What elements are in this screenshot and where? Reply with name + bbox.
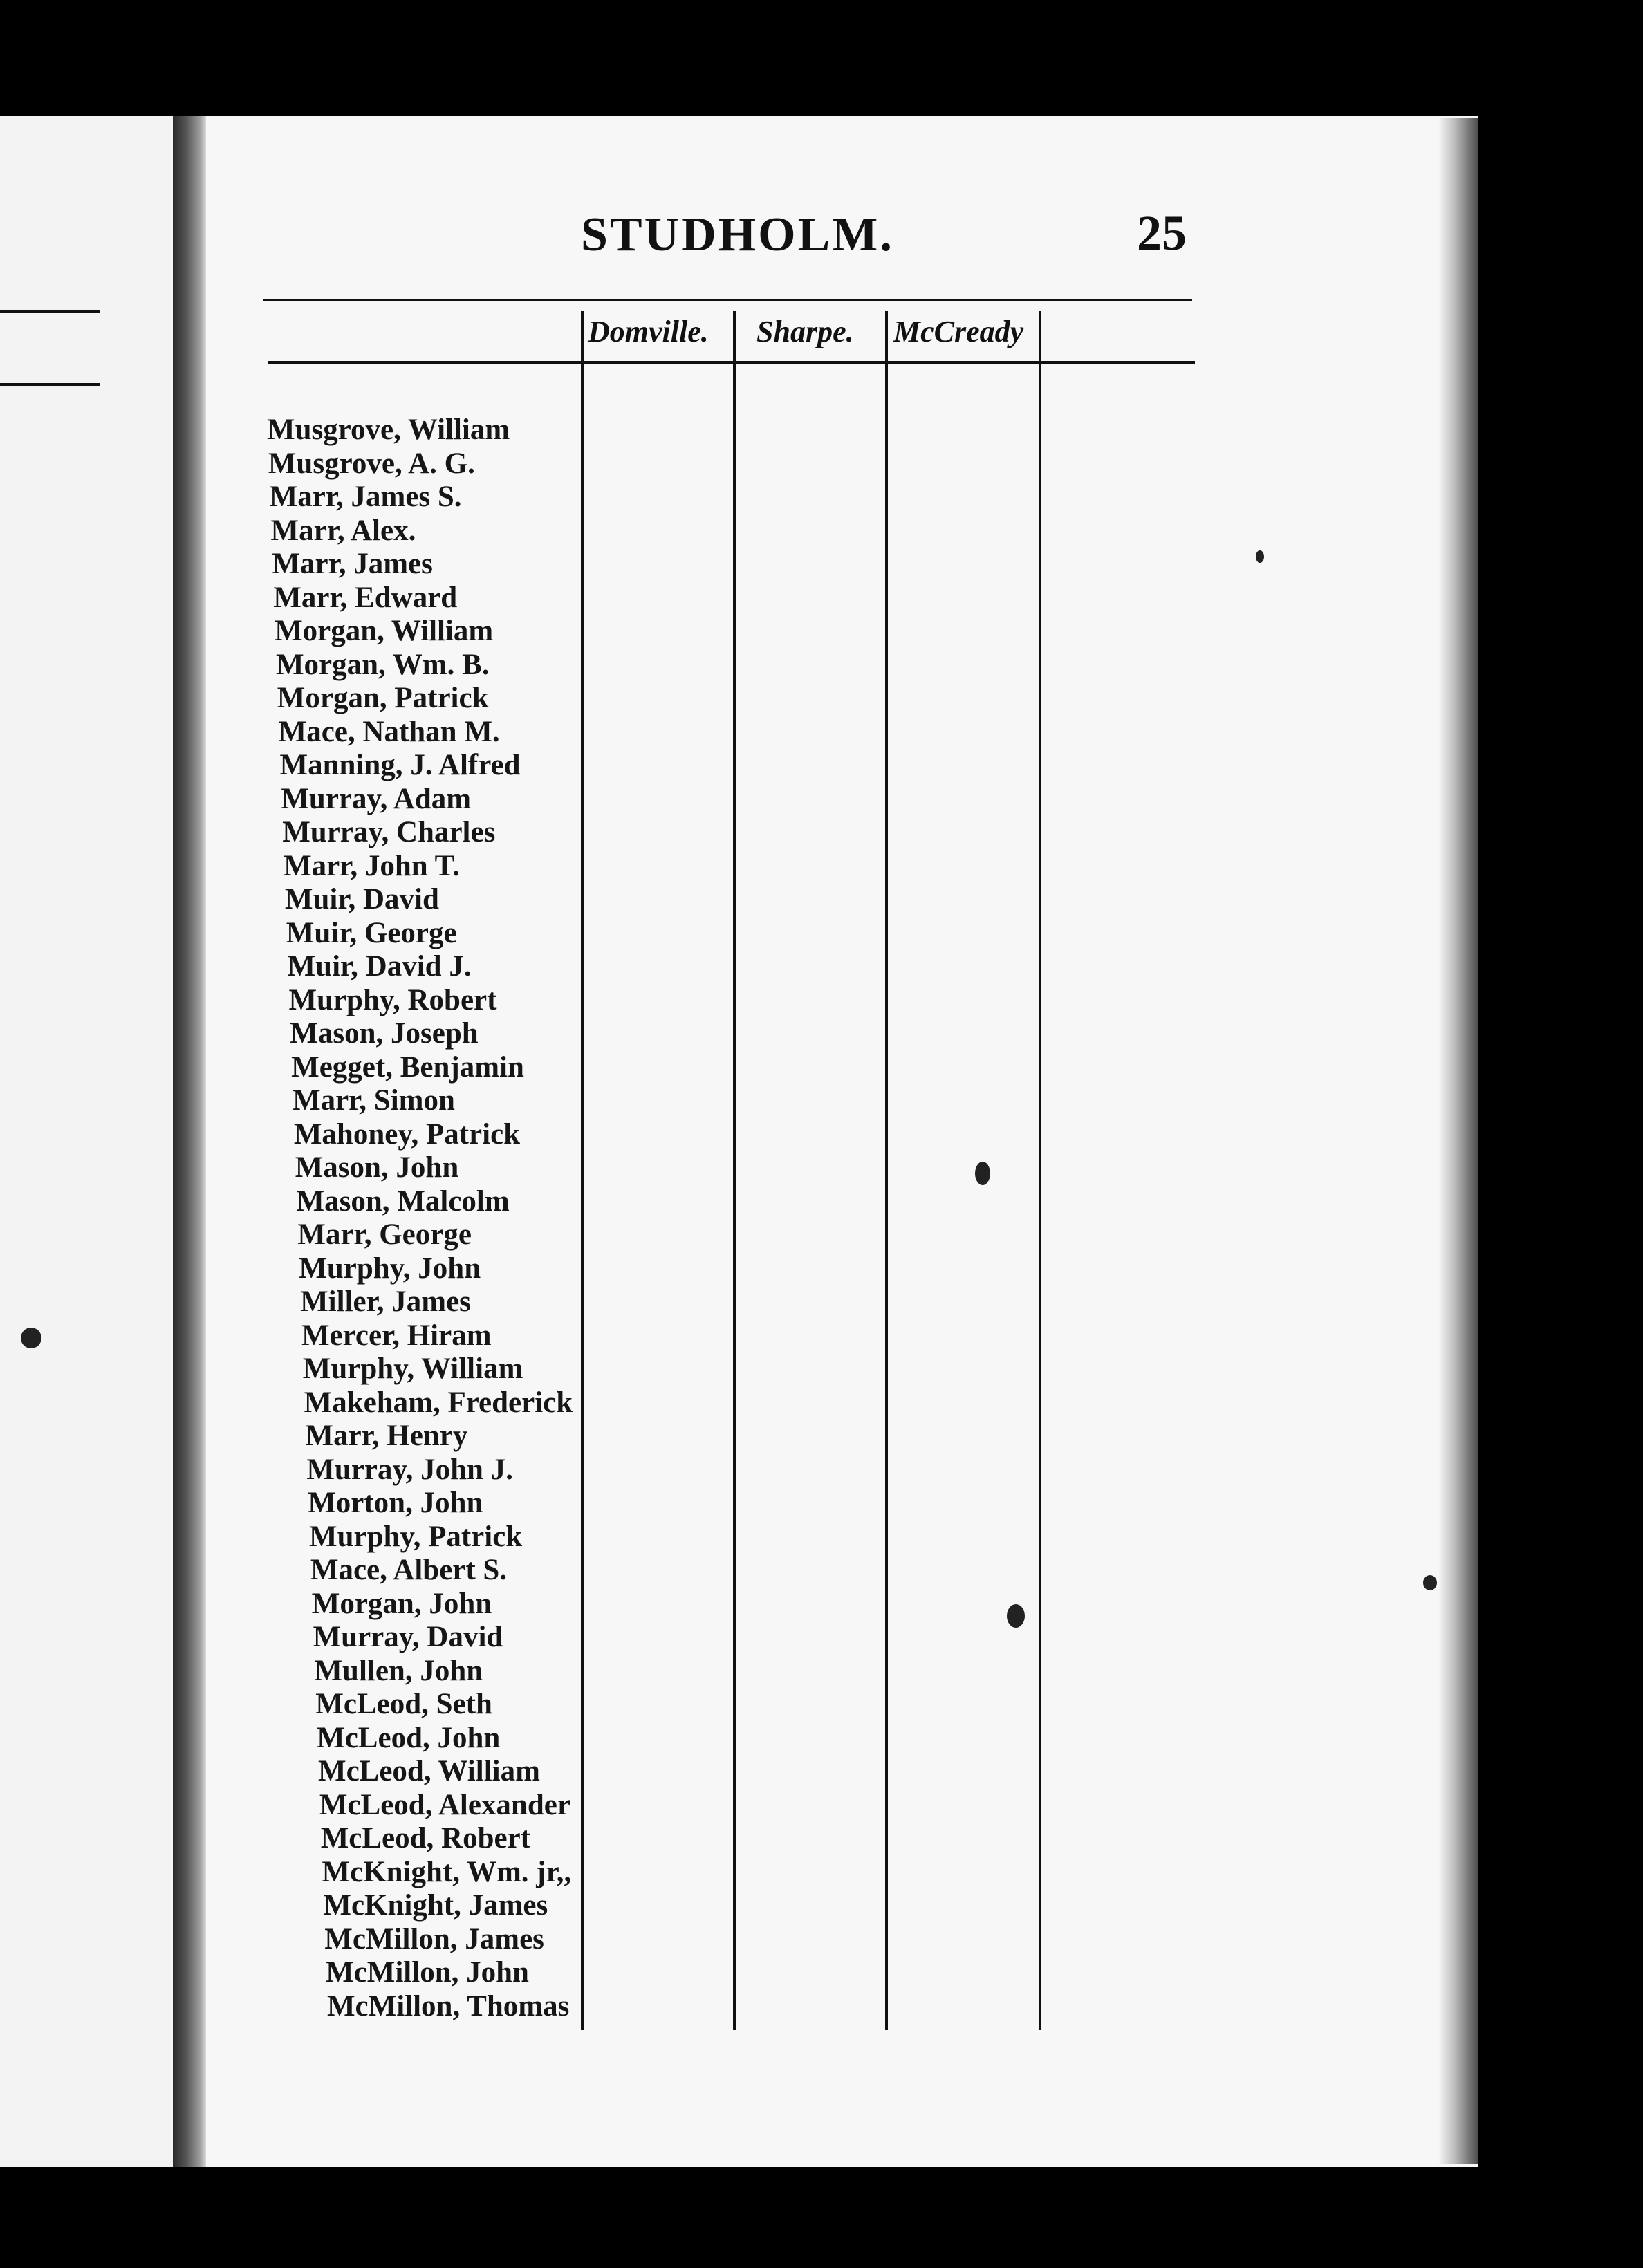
voter-name: Megget, Benjamin [291,1050,524,1084]
left-page-rule-top [0,310,100,313]
voter-name: Mercer, Hiram [301,1319,492,1352]
voter-name: Mason, John [295,1151,459,1184]
column-header-domville: Domville. [588,315,709,348]
voter-name: Mahoney, Patrick [293,1117,521,1151]
header-rule-bottom [268,361,1195,364]
scan-speck [1256,550,1264,563]
voter-name: Marr, James S. [269,481,462,513]
voter-name: McMillon, John [326,1956,529,1989]
scan-speck [1007,1604,1025,1628]
column-rule-2 [733,311,736,2030]
voter-name: Murray, David [313,1621,503,1653]
voter-name: McLeod, William [318,1755,540,1787]
voter-name: Marr, George [297,1218,472,1251]
voter-name: Marr, James [272,548,433,580]
voter-name: Murphy, William [302,1353,523,1385]
voter-name: Marr, Simon [293,1084,455,1117]
voter-name: Morgan, Patrick [277,682,489,714]
page-number: 25 [1137,205,1187,261]
column-header-mccready: McCready [893,315,1024,348]
voter-name: Morgan, John [311,1587,492,1620]
voter-name: Mullen, John [314,1654,483,1687]
voter-name: Morton, John [308,1487,483,1519]
voter-name: McLeod, Alexander [319,1788,570,1821]
scan-speck [21,1328,41,1348]
voter-name: Murphy, John [299,1252,481,1285]
column-rule-4 [1039,311,1041,2030]
header-rule-top [263,299,1192,301]
voter-name: Mace, Albert S. [310,1554,508,1586]
voter-name: Muir, George [286,916,457,949]
voter-name: Morgan, Wm. B. [275,648,490,681]
book-spine [173,116,206,2167]
scan-speck [975,1162,990,1185]
voter-name: McMillon, Thomas [326,1989,570,2023]
page-header-title: STUDHOLM. [581,208,894,261]
voter-name: Mason, Joseph [290,1017,479,1050]
voter-name: Marr, Edward [273,581,458,614]
voter-name: McKnight, James [323,1889,548,1922]
voter-name: Manning, J. Alfred [279,749,521,781]
voter-name: Muir, David [284,883,439,915]
voter-name: Murphy, Patrick [309,1520,523,1553]
voter-name: Marr, John T. [284,849,460,882]
voter-name: Musgrove, A. G. [268,447,475,480]
column-rule-3 [885,311,888,2030]
left-page-fragment [0,116,181,2167]
column-rule-1 [581,311,584,2030]
voter-name: Morgan, William [275,615,494,647]
voter-name: McMillon, James [324,1922,544,1955]
voter-name: Murray, Adam [281,782,472,815]
scan-speck [1423,1575,1437,1590]
column-header-sharpe: Sharpe. [756,315,854,348]
voter-name: Makeham, Frederick [304,1386,573,1419]
voter-name: Murray, Charles [282,816,496,848]
right-page [206,116,1478,2167]
voter-name: Murray, John J. [306,1453,513,1486]
voter-name: McLeod, Robert [320,1822,530,1855]
voter-name: Mason, Malcolm [296,1184,510,1218]
voter-name: Miller, James [300,1285,471,1318]
page-edge-shadow [1438,118,1478,2164]
voter-name: Murphy, Robert [288,983,497,1016]
voter-name: Marr, Alex. [270,514,416,547]
voter-name: Mace, Nathan M. [278,715,500,748]
voter-name: Marr, Henry [305,1420,468,1452]
voter-name: McKnight, Wm. jr,, [322,1855,572,1888]
voter-name: Musgrove, William [267,413,510,446]
voter-name: Muir, David J. [287,950,472,983]
left-page-rule-bottom [0,383,100,386]
voter-name: McLeod, Seth [315,1688,492,1720]
voter-name: McLeod, John [317,1721,501,1754]
